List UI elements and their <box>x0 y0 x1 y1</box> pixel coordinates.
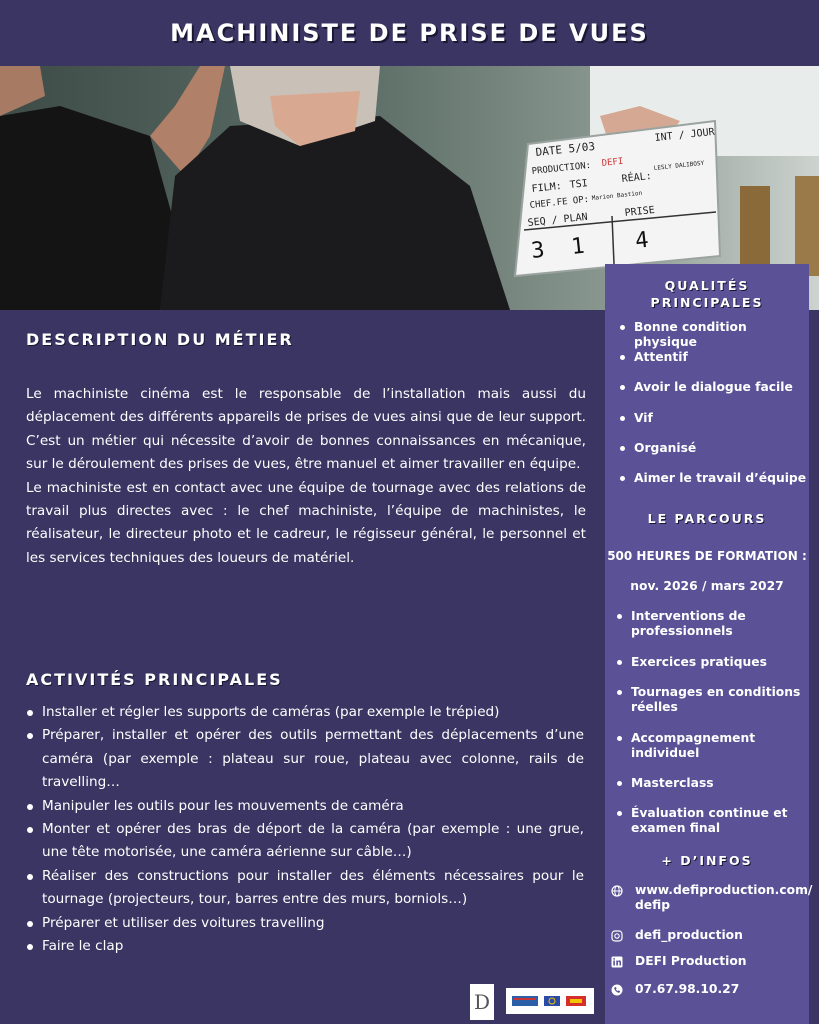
activity-item: Monter et opérer des bras de déport de la caméra (par exemple : une grue, une tête motorisée, une caméra aérienne sur câble…) <box>24 818 584 865</box>
sidebar-panel <box>605 264 813 1024</box>
qualite-item: Organisé <box>634 441 697 455</box>
parcours-item: Exercices pratiques <box>631 655 801 670</box>
page-title: MACHINISTE DE PRISE DE VUES <box>170 19 649 47</box>
parcours-item: Tournages en conditions réelles <box>631 685 801 714</box>
qualite-item: Attentif <box>634 350 688 364</box>
qualites-title-line1: QUALITÉS <box>664 278 750 293</box>
linkedin-icon <box>610 955 624 969</box>
partner-logos-icon <box>510 992 590 1010</box>
infos-title: + D’INFOS <box>661 853 753 868</box>
parcours-title: LE PARCOURS <box>647 511 767 526</box>
phone-number[interactable]: 07.67.98.10.27 <box>635 982 740 996</box>
clapperboard <box>515 121 720 276</box>
clapper-chef-label: CHEF.FE OP: <box>529 194 590 211</box>
clapper-chef-value: Marion Bastion <box>591 189 643 202</box>
qualite-item: Bonne condition physique <box>634 320 809 350</box>
activity-item: Réaliser des constructions pour installer des éléments nécessaires pour le tournage (projecteurs, tour, barres entre des murs, borniols…) <box>24 865 584 912</box>
phone-icon <box>610 983 624 997</box>
parcours-item: Accompagnement individuel <box>631 731 801 761</box>
clapper-prise-number: 4 <box>634 227 650 254</box>
phone-row[interactable] <box>605 982 809 997</box>
defi-logo <box>470 984 494 1020</box>
activity-item: Préparer et utiliser des voitures travelling <box>24 912 584 935</box>
clapper-production-label: PRODUCTION: <box>531 160 592 177</box>
website-link[interactable]: www.defiproduction.com/ defip <box>635 883 813 912</box>
parcours-hours: 500 HEURES DE FORMATION : <box>607 549 807 563</box>
activity-item: Manipuler les outils pour les mouvements de caméra <box>24 795 584 818</box>
clapper-plan-number: 1 <box>570 233 586 260</box>
clapper-film-value: TSI <box>569 178 589 191</box>
description-section <box>26 330 586 570</box>
description-paragraph-2: Le machiniste est en contact avec une équipe de tournage avec des relations de travail plus directes avec : le chef machiniste, l’équipe de machinistes, le réalisateur, le directeur photo et le cadreur, le régisseur général, le personnel et les services techniques des loueurs de matériel. <box>26 479 586 566</box>
parcours-item: Masterclass <box>631 776 801 791</box>
clapper-prise-label: PRISE <box>624 204 656 219</box>
defi-logo-letter: D <box>473 990 491 1014</box>
qualite-item: Avoir le dialogue facile <box>634 380 793 394</box>
instagram-row[interactable] <box>605 928 809 943</box>
header-banner <box>0 0 819 66</box>
description-body <box>26 383 586 570</box>
clapper-film-label: FILM: <box>531 180 563 195</box>
description-title: DESCRIPTION DU MÉTIER <box>26 330 294 349</box>
clapper-int-jour: INT / JOUR <box>654 126 716 144</box>
activity-item: Installer et régler les supports de caméras (par exemple le trépied) <box>24 701 584 724</box>
clapper-real-value: LESLY DALIBOSY <box>653 159 705 172</box>
activities-list <box>24 701 584 958</box>
description-paragraph-1: Le machiniste cinéma est le responsable de l’installation mais aussi du déplacement des différents appareils de prises de vues ainsi que de leur support. C’est un métier qui nécessite d’avoir de bonnes connaissances en mécanique, sur le déroulement des prises de vues, être manuel et aimer travailler en équipe. <box>26 386 586 473</box>
clapper-production-value: DEFI <box>601 156 624 169</box>
qualites-title <box>605 277 809 311</box>
clapper-real-label: RÉAL: <box>621 170 653 185</box>
website-row[interactable] <box>605 883 813 913</box>
instagram-handle[interactable]: defi_production <box>635 928 743 942</box>
qualite-item: Aimer le travail d’équipe <box>634 471 807 485</box>
clapper-seq-label: SEQ / PLAN <box>527 211 589 229</box>
qualite-item: Vif <box>634 411 653 425</box>
instagram-icon <box>610 929 624 943</box>
parcours-item: Évaluation continue et examen final <box>631 806 801 836</box>
activity-item: Faire le clap <box>24 935 584 958</box>
clapper-seq-number: 3 <box>530 237 546 264</box>
linkedin-name[interactable]: DEFI Production <box>635 954 747 968</box>
qualites-title-line2: PRINCIPALES <box>650 295 764 310</box>
parcours-item: Interventions de professionnels <box>631 609 801 639</box>
activities-title: ACTIVITÉS PRINCIPALES <box>26 670 283 689</box>
globe-icon <box>610 884 624 898</box>
partner-logos <box>506 988 594 1014</box>
parcours-dates: nov. 2026 / mars 2027 <box>630 579 784 593</box>
clapper-date: DATE 5/03 <box>534 139 596 159</box>
linkedin-row[interactable] <box>605 954 809 969</box>
activity-item: Préparer, installer et opérer des outils permettant des déplacements d’une caméra (par exemple : plateau sur roue, plateau avec colonne, rails de travelling… <box>24 724 584 794</box>
